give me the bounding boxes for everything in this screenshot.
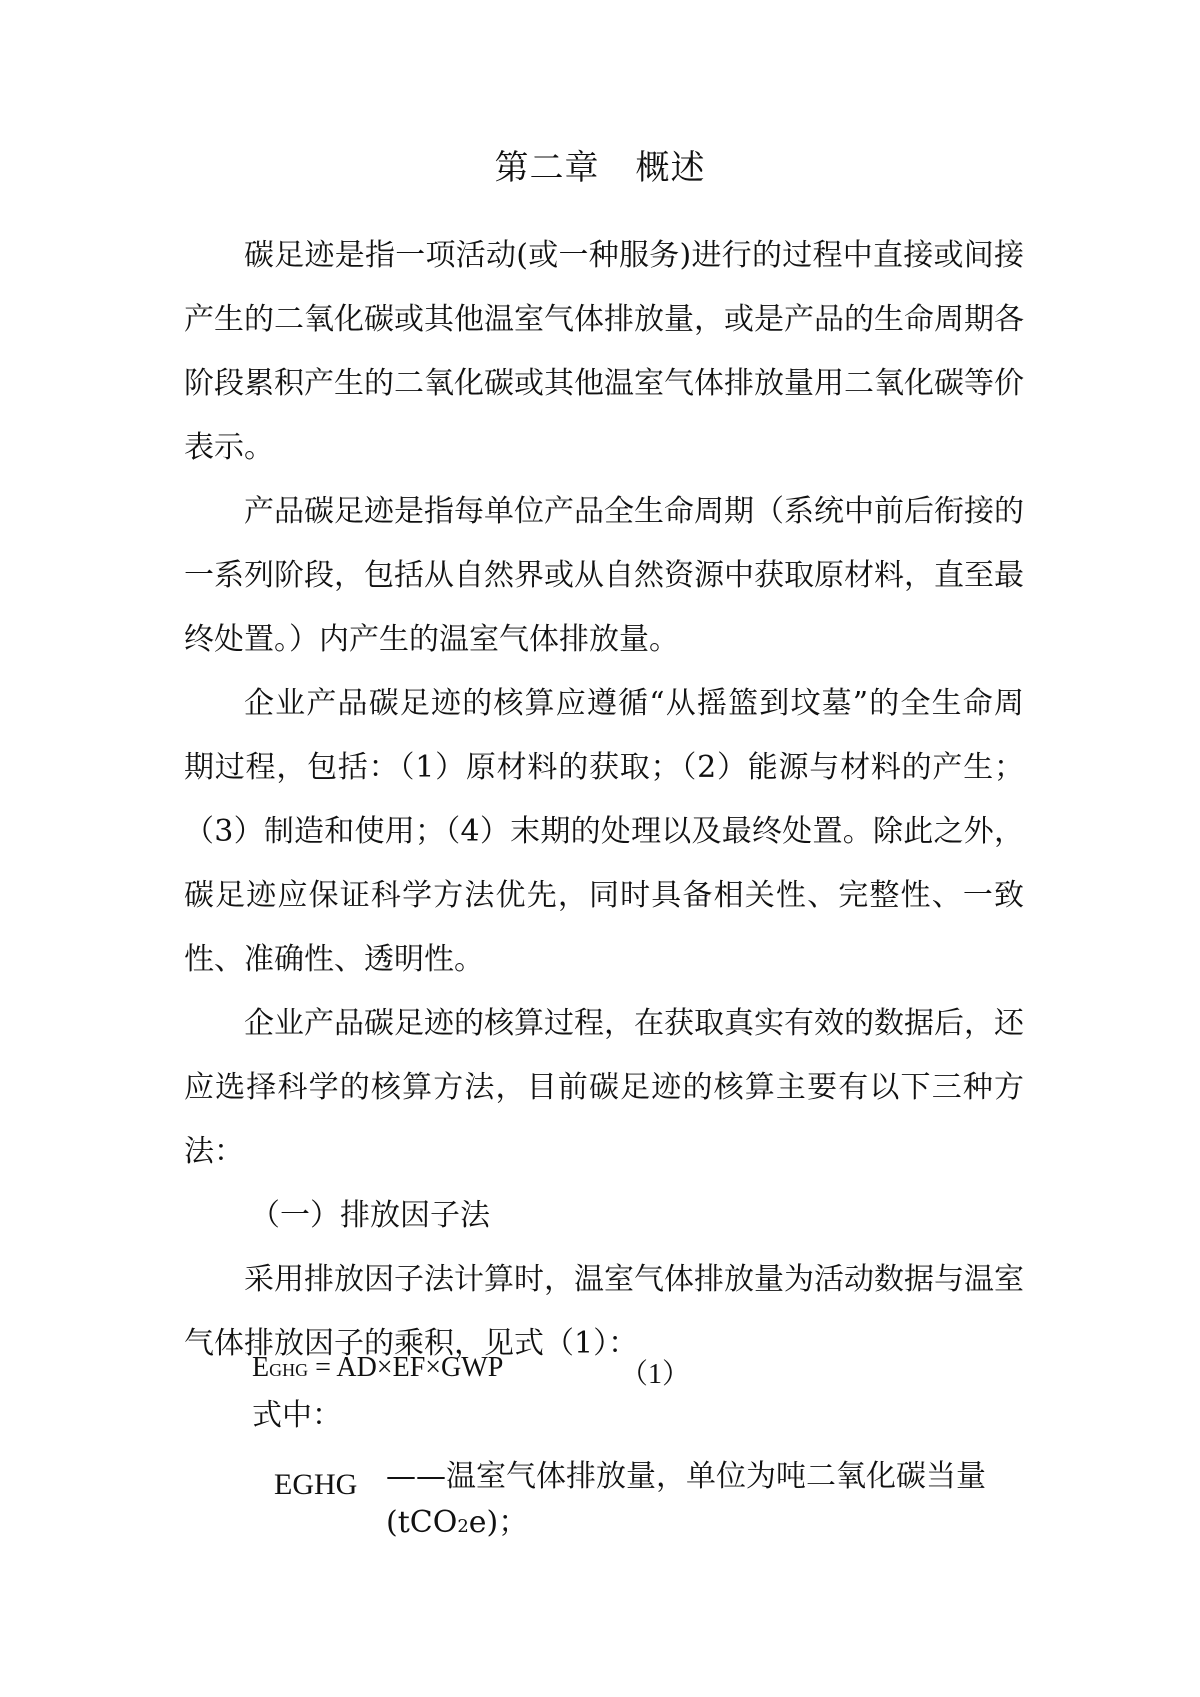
paragraph-carbon-footprint: 碳足迹是指一项活动(或一种服务)进行的过程中直接或间接产生的二氧化碳或其他温室气体排放量，或是产品的生命周期各阶段累积产生的二氧化碳或其他温室气体排放量用二氧化碳等价表示。 (184, 238, 1024, 465)
paragraph-emission-factor: 采用排放因子法计算时，温室气体排放量为活动数据与温室气体排放因子的乘积，见式（1）： (184, 1262, 1024, 1361)
chapter-name: 概述 (635, 148, 706, 188)
formula-lhs: E (252, 1352, 270, 1383)
formula-rhs: = AD×EF×GWP (308, 1352, 504, 1383)
where-label: 式中： (252, 1398, 342, 1433)
definition-text (386, 1454, 1066, 1550)
formula-lhs-subscript: GHG (269, 1360, 309, 1380)
paragraph-lifecycle: 企业产品碳足迹的核算应遵循“从摇篮到坟墓”的全生命周期过程，包括：（1）原材料的获取；（2）能源与材料的产生；（3）制造和使用；（4）末期的处理以及最终处置。除此之外，碳足迹应保证科学方法优先，同时具备相关性、完整性、一致性、准确性、透明性。 (184, 686, 1024, 977)
section-heading: （一）排放因子法 (250, 1198, 490, 1233)
body-text (184, 224, 1024, 1376)
formula-1 (252, 1352, 691, 1390)
chapter-title (0, 140, 1200, 189)
definition-subscript: 2 (457, 1516, 469, 1537)
definition-symbol: EGHG (274, 1468, 358, 1501)
formula-number: （1） (620, 1359, 691, 1390)
chapter-number: 第二章 (494, 148, 600, 188)
paragraph-product-footprint: 产品碳足迹是指每单位产品全生命周期（系统中前后衔接的一系列阶段，包括从自然界或从自然资源中获取原材料，直至最终处置。）内产生的温室气体排放量。 (184, 494, 1024, 657)
definition-text-end: e)； (468, 1505, 529, 1540)
definition-text-main: ——温室气体排放量，单位为吨二氧化碳当量(tCO (386, 1459, 986, 1540)
paragraph-methods: 企业产品碳足迹的核算过程，在获取真实有效的数据后，还应选择科学的核算方法，目前碳足迹的核算主要有以下三种方法： (184, 1006, 1024, 1169)
